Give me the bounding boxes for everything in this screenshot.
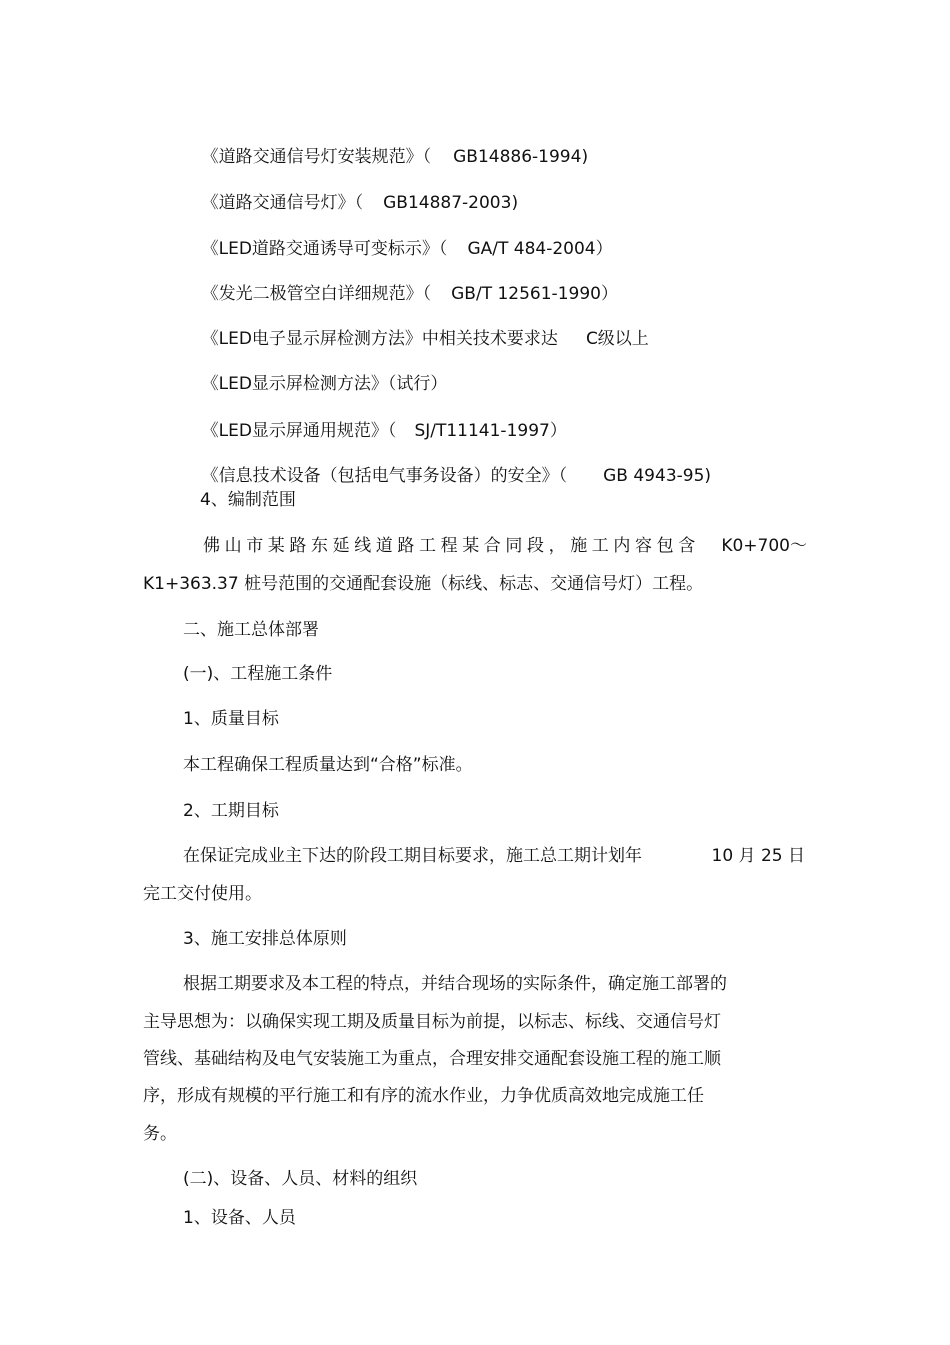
- paragraph-line: K1+363.37 桩号范围的交通配套设施（标线、标志、交通信号灯）工程。: [143, 574, 704, 594]
- section-heading: 4、编制范围: [200, 490, 296, 510]
- standard-close: ): [581, 147, 589, 167]
- standard-code: GB14887-2003: [383, 193, 512, 213]
- standard-name: 《信息技术设备（包括电气事务设备）的安全》（: [201, 466, 568, 486]
- standard-code: GA/T 484-2004: [467, 239, 596, 259]
- item-heading: 2、工期目标: [183, 801, 279, 821]
- standard-close: ）: [600, 284, 618, 304]
- standard-name: 《LED道路交通诱导可变标示》（: [201, 239, 448, 259]
- standard-name: 《道路交通信号灯》（: [201, 193, 364, 213]
- standard-close: ）: [595, 239, 613, 259]
- standard-name: 《LED显示屏通用规范》（: [201, 421, 397, 441]
- item-heading: 3、施工安排总体原则: [183, 929, 347, 949]
- paragraph-line: 务。: [143, 1124, 177, 1144]
- standard-close: ）: [549, 421, 567, 441]
- standard-code: SJ/T11141-1997: [414, 421, 550, 441]
- standard-name: 《LED电子显示屏检测方法》中相关技术要求达: [201, 329, 558, 349]
- paragraph-line: 管线、基础结构及电气安装施工为重点，合理安排交通配套设施工程的施工顺: [143, 1049, 721, 1069]
- standard-name: 《LED显示屏检测方法》（试行）: [201, 374, 448, 394]
- section-heading: 二、施工总体部署: [183, 620, 319, 640]
- subsection-heading: (二)、设备、人员、材料的组织: [183, 1169, 418, 1189]
- paragraph-line: 根据工期要求及本工程的特点，并结合现场的实际条件，确定施工部署的: [183, 974, 727, 994]
- item-heading: 1、质量目标: [183, 709, 279, 729]
- paragraph-text: 佛山市某路东延线道路工程某合同段，施工内容包含: [203, 536, 700, 556]
- standard-name: 《发光二极管空白详细规范》（: [201, 284, 432, 304]
- paragraph-line: 主导思想为：以确保实现工期及质量目标为前提，以标志、标线、交通信号灯: [143, 1012, 721, 1032]
- standard-code: GB 4943-95: [603, 466, 705, 486]
- paragraph-line: 本工程确保工程质量达到“合格”标准。: [183, 755, 473, 775]
- standard-code: GB14886-1994: [453, 147, 582, 167]
- paragraph-code: K0+700～: [721, 536, 807, 556]
- paragraph-line: 完工交付使用。: [143, 884, 262, 904]
- paragraph-text: 在保证完成业主下达的阶段工期目标要求，施工总工期计划年: [183, 846, 642, 866]
- standard-close: ): [511, 193, 519, 213]
- subsection-heading: (一)、工程施工条件: [183, 664, 333, 684]
- standard-code: C级以上: [585, 329, 649, 349]
- paragraph-line: 序，形成有规模的平行施工和有序的流水作业，力争优质高效地完成施工任: [143, 1086, 704, 1106]
- item-heading: 1、设备、人员: [183, 1208, 296, 1228]
- paragraph-line: [203, 535, 807, 557]
- standard-name: 《道路交通信号灯安装规范》（: [201, 147, 432, 167]
- paragraph-line: [183, 845, 805, 867]
- standard-code: GB/T 12561-1990: [451, 284, 601, 304]
- paragraph-date: 10 月 25 日: [711, 846, 805, 866]
- standard-close: ): [704, 466, 712, 486]
